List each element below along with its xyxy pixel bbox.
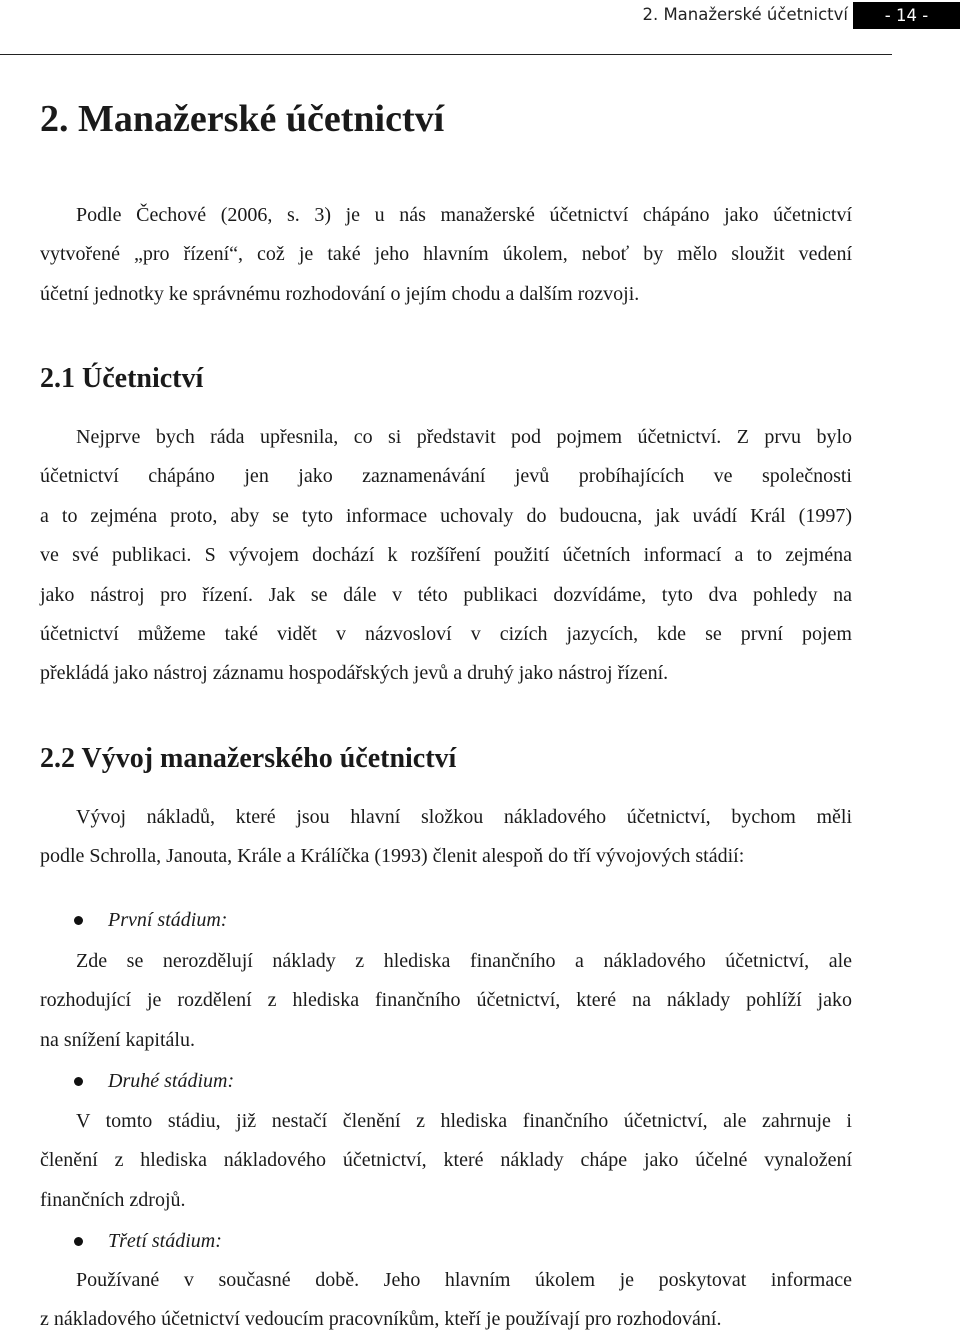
text-line: podle Schrolla, Janouta, Krále a Králíčka (1993) členit alespoň do tří vývojových stádií: bbox=[40, 845, 745, 868]
stage-2-paragraph bbox=[40, 1102, 852, 1220]
section-heading-accounting: 2.1 Účetnictví bbox=[40, 363, 204, 394]
stage-3-paragraph bbox=[40, 1261, 852, 1340]
stage-title: První stádium: bbox=[108, 909, 228, 931]
text-line: účetní jednotky ke správnému rozhodování o jejím chodu a dalším rozvoji. bbox=[40, 282, 640, 305]
bullet-icon bbox=[74, 1237, 83, 1246]
stage-1-paragraph bbox=[40, 942, 852, 1060]
page-number: - 14 - bbox=[853, 2, 960, 29]
text-line: členění z hlediska nákladového účetnictví, které náklady chápe jako účelné vynaložení bbox=[40, 1149, 852, 1172]
text-line: Používané v současné době. Jeho hlavním úkolem je poskytovat informace bbox=[76, 1269, 852, 1291]
chapter-title: 2. Manažerské účetnictví bbox=[40, 98, 445, 140]
running-header-chapter: 2. Manažerské účetnictví bbox=[642, 5, 848, 24]
text-line: rozhodující je rozdělení z hlediska finančního účetnictví, které na náklady pohlíží jako bbox=[40, 989, 852, 1012]
section-heading-development: 2.2 Vývoj manažerského účetnictví bbox=[40, 743, 457, 774]
text-line: Zde se nerozdělují náklady z hlediska finančního a nákladového účetnictví, ale bbox=[76, 950, 852, 972]
intro-paragraph bbox=[40, 196, 852, 314]
stage-title: Třetí stádium: bbox=[108, 1230, 222, 1252]
text-line: Nejprve bych ráda upřesnila, co si představit pod pojmem účetnictví. Z prvu bylo bbox=[76, 426, 852, 448]
text-line: účetnictví můžeme také vidět v názvosloví v cizích jazycích, kde se první pojem bbox=[40, 622, 852, 645]
text-line: a to zejména proto, aby se tyto informace uchovaly do budoucna, jak uvádí Král (1997) bbox=[40, 504, 852, 527]
bullet-icon bbox=[74, 916, 83, 925]
text-line: účetnictví chápáno jen jako zaznamenávání jevů probíhajících ve společnosti bbox=[40, 465, 852, 488]
stage-title: Druhé stádium: bbox=[108, 1070, 235, 1092]
text-line: finančních zdrojů. bbox=[40, 1188, 186, 1211]
bullet-icon bbox=[74, 1077, 83, 1086]
text-line: z nákladového účetnictví vedoucím pracovníkům, kteří je používají pro rozhodování. bbox=[40, 1308, 722, 1331]
text-line: ve své publikaci. S vývojem dochází k rozšíření použití účetních informací a to zejména bbox=[40, 544, 852, 567]
text-line: na snížení kapitálu. bbox=[40, 1028, 195, 1051]
text-line: V tomto stádiu, již nestačí členění z hlediska finančního účetnictví, ale zahrnuje i bbox=[76, 1110, 852, 1132]
text-line: vytvořené „pro řízení“, což je také jeho hlavním úkolem, neboť by mělo sloužit vedení bbox=[40, 243, 852, 266]
text-line: jako nástroj pro řízení. Jak se dále v této publikaci dozvídáme, tyto dva pohledy na bbox=[40, 583, 852, 606]
section-accounting-paragraph bbox=[40, 418, 852, 694]
text-line: Podle Čechové (2006, s. 3) je u nás manažerské účetnictví chápáno jako účetnictví bbox=[76, 204, 852, 226]
section-development-paragraph bbox=[40, 798, 852, 877]
text-line: překládá jako nástroj záznamu hospodářských jevů a druhý jako nástroj řízení. bbox=[40, 662, 669, 685]
page-header bbox=[0, 0, 960, 32]
text-line: Vývoj nákladů, které jsou hlavní složkou nákladového účetnictví, bychom měli bbox=[76, 806, 852, 828]
header-divider bbox=[0, 54, 892, 55]
